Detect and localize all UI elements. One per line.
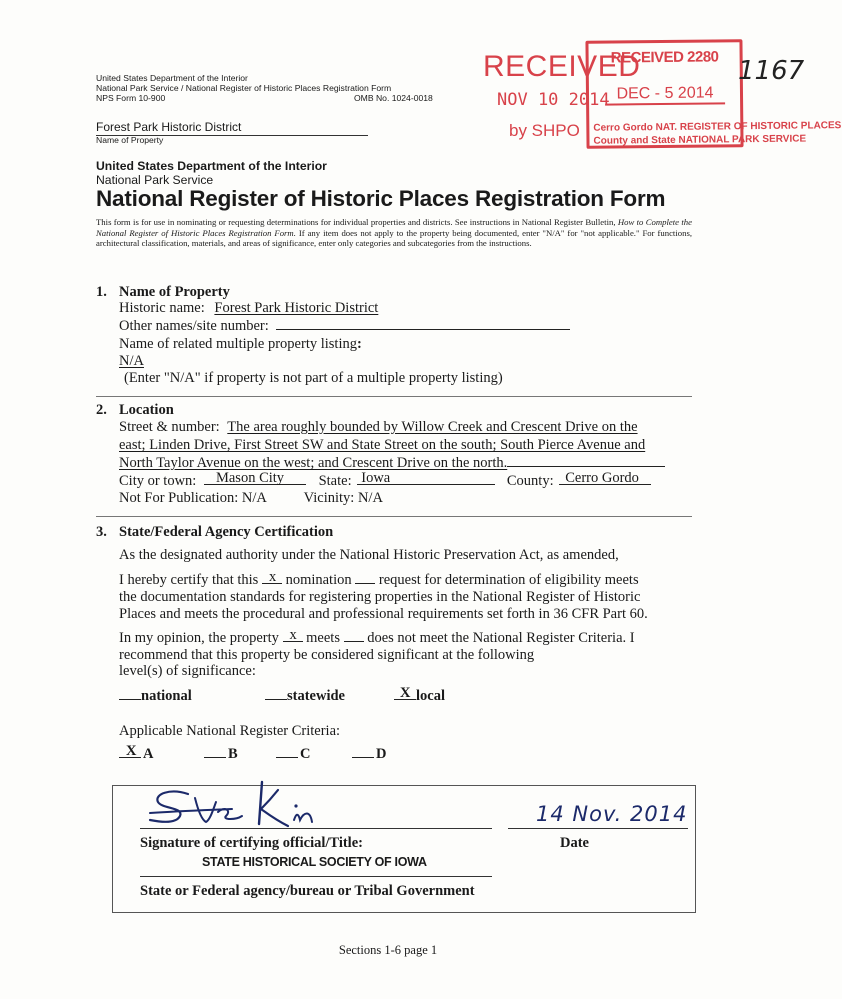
date-line xyxy=(508,828,688,829)
agency-line xyxy=(140,876,492,877)
signature-label: Signature of certifying official/Title: xyxy=(140,835,363,851)
street-line-2: east; Linden Drive, First Street SW and State Street on the south; South Pierce Avenue and xyxy=(119,437,646,453)
nomination-blank xyxy=(262,569,282,585)
multiple-listing-colon: : xyxy=(356,336,362,352)
level-statewide-blank xyxy=(265,688,287,700)
criterion-c xyxy=(276,746,310,763)
section-3-number: 3. xyxy=(96,524,107,540)
level-national-label: national xyxy=(141,688,192,704)
historic-name-row xyxy=(119,300,378,317)
criterion-c-label: C xyxy=(300,746,311,762)
city-value: Mason City xyxy=(215,470,285,486)
historic-name-value: Forest Park Historic District xyxy=(214,300,379,316)
property-name-caption: Name of Property xyxy=(96,135,164,145)
criterion-c-blank xyxy=(276,746,298,758)
city-blank xyxy=(204,470,306,486)
criterion-d xyxy=(352,746,386,763)
certify-text-c: request for determination of eligibility meets xyxy=(375,572,639,588)
opinion-line-1 xyxy=(119,627,635,647)
intro-text-1: This form is for use in nominating or requesting determinations for individual properties and districts. See instructions in National Register Bulletin, xyxy=(96,217,618,227)
state-value: Iowa xyxy=(361,470,391,486)
vicinity-label: Vicinity: N/A xyxy=(303,490,383,506)
meets-blank xyxy=(283,627,303,643)
county-value: Cerro Gordo xyxy=(565,470,639,486)
nps-heading: National Park Service xyxy=(96,173,214,187)
intro-text-2: If any item does not apply to the property being documented, enter "N/A" for "not applicable." For functions, architectural classification, materials, and areas of significance, enter only categories and subcategories from the instructions. xyxy=(96,227,692,249)
box-stamp-line-2: County and State NATIONAL PARK SERVICE xyxy=(593,133,807,147)
criterion-a-label: A xyxy=(143,746,154,762)
other-names-label: Other names/site number: xyxy=(119,318,269,334)
multiple-listing-label: Name of related multiple property listing xyxy=(119,336,357,352)
certify-line-2: the documentation standards for registering properties in the National Register of Historic xyxy=(119,589,641,605)
agency-label: State or Federal agency/bureau or Tribal Government xyxy=(140,883,475,899)
form-number: NPS Form 10-900 xyxy=(96,93,166,103)
opinion-line-3: level(s) of significance: xyxy=(119,663,256,679)
level-statewide xyxy=(265,688,345,705)
section-1-number: 1. xyxy=(96,284,107,300)
state-blank xyxy=(357,470,495,486)
signature-line xyxy=(140,828,492,829)
state-label: State: xyxy=(318,473,352,489)
certify-text-b: nomination xyxy=(281,572,356,588)
criterion-d-label: D xyxy=(376,746,387,762)
opinion-text-c: does not meet the National Register Criteria. I xyxy=(363,630,635,646)
level-national xyxy=(119,688,192,705)
intro-italic: How to Complete the National Register of Historic Places Registration Form. xyxy=(96,217,692,238)
request-blank xyxy=(355,572,375,584)
level-local-blank xyxy=(394,685,416,701)
opinion-line-2: recommend that this property be considered significant at the following xyxy=(119,647,535,663)
official-title: STATE HISTORICAL SOCIETY OF IOWA xyxy=(202,855,427,869)
page-footer: Sections 1-6 page 1 xyxy=(338,943,438,957)
agency-line-2: National Park Service / National Register of Historic Places Registration Form xyxy=(96,83,392,93)
city-label: City or town: xyxy=(119,473,197,489)
street-line-3-blank xyxy=(507,455,665,467)
criterion-a-blank xyxy=(119,743,141,759)
section-divider-2 xyxy=(96,516,692,517)
box-stamp-line-1: Cerro Gordo NAT. REGISTER OF HISTORIC PLACES xyxy=(593,120,842,134)
criteria-label: Applicable National Register Criteria: xyxy=(119,723,341,739)
section-2-number: 2. xyxy=(96,402,107,418)
level-local-mark: X xyxy=(400,685,411,701)
not-meet-blank xyxy=(344,630,364,642)
authority-text: As the designated authority under the National Historic Preservation Act, as amended, xyxy=(119,547,619,563)
publication-label: Not For Publication: N/A xyxy=(119,490,267,506)
agency-line-1: United States Department of the Interior xyxy=(96,73,248,83)
historic-name-label: Historic name: xyxy=(119,300,205,316)
level-national-blank xyxy=(119,688,141,700)
box-stamp-title: RECEIVED 2280 xyxy=(610,48,719,67)
criterion-b-blank xyxy=(204,746,226,758)
multiple-listing-value xyxy=(119,353,144,370)
certify-line-3: Places and meets the procedural and professional requirements set forth in 36 CFR Part 60. xyxy=(119,606,648,622)
level-local-label: local xyxy=(416,688,445,704)
meets-mark: x xyxy=(289,627,297,643)
criterion-a-mark: X xyxy=(126,743,137,759)
street-line-3: North Taylor Avenue on the west; and Crescent Drive on the north. xyxy=(119,455,508,471)
county-blank xyxy=(559,470,651,486)
opinion-text-b: meets xyxy=(302,630,344,646)
multiple-listing-na: N/A xyxy=(119,353,144,369)
received-by-stamp: by SHPO xyxy=(509,121,580,140)
street-label: Street & number: xyxy=(119,419,220,435)
omb-number: OMB No. 1024-0018 xyxy=(354,93,433,103)
level-statewide-label: statewide xyxy=(287,688,345,704)
margin-note: 1167 xyxy=(738,56,805,86)
multiple-listing-row xyxy=(119,336,362,353)
certify-line-1 xyxy=(119,569,639,589)
section-2-heading: Location xyxy=(119,402,174,418)
property-name-header: Forest Park Historic District xyxy=(96,120,368,136)
form-title: National Register of Historic Places Registration Form xyxy=(96,186,666,211)
publication-row xyxy=(119,490,383,507)
city-row xyxy=(119,470,651,490)
dept-heading: United States Department of the Interior xyxy=(96,159,327,173)
county-label: County: xyxy=(506,473,554,489)
box-stamp-date: DEC - 5 2014 xyxy=(605,84,725,105)
intro-paragraph xyxy=(96,217,692,249)
signature-date: 14 Nov. 2014 xyxy=(536,802,688,826)
section-divider-1 xyxy=(96,396,692,397)
section-1-heading: Name of Property xyxy=(119,284,230,300)
nomination-mark: x xyxy=(268,569,277,585)
criterion-b xyxy=(204,746,238,763)
criterion-d-blank xyxy=(352,746,374,758)
opinion-text-a: In my opinion, the property xyxy=(119,630,283,646)
other-names-blank xyxy=(276,318,570,330)
level-local xyxy=(394,685,445,705)
other-names-row xyxy=(119,318,570,335)
received-date-stamp: NOV 10 2014 xyxy=(497,90,610,110)
section-3-heading: State/Federal Agency Certification xyxy=(119,524,334,540)
street-line-1: The area roughly bounded by Willow Creek and Crescent Drive on the xyxy=(227,419,638,435)
received-stamp: RECEIVED xyxy=(483,50,641,83)
street-row xyxy=(119,419,638,436)
criterion-b-label: B xyxy=(228,746,238,762)
certify-text-a: I hereby certify that this xyxy=(119,572,262,588)
criterion-a xyxy=(119,743,154,763)
multiple-listing-note: (Enter "N/A" if property is not part of a multiple property listing) xyxy=(124,370,503,386)
date-label: Date xyxy=(560,835,589,851)
